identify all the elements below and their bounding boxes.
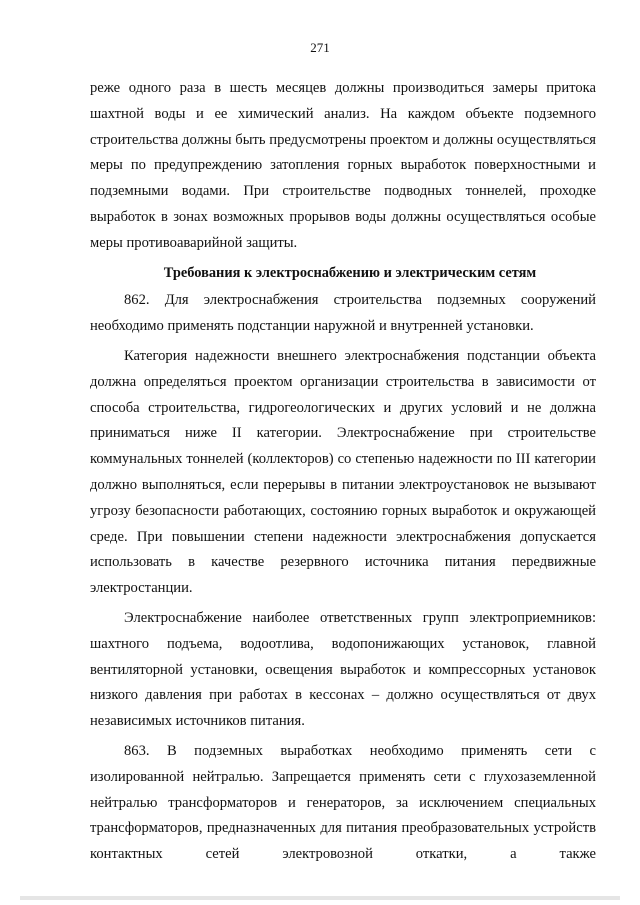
page-number: 271 (310, 40, 330, 55)
paragraph-continuation: реже одного раза в шесть месяцев должны производиться замеры притока шахтной воды и ее химический анализ. На каждом объекте подземного строительства должны быть предусмотрены проектом и должны осуществляться меры по предупреждению затопления горных выработок поверхностными и подземными водами. При строительстве подводных тоннелей, проходке выработок в зонах возможных прорывов воды должны осуществляться особые меры противоаварийной защиты. (90, 80, 596, 251)
document-body (90, 76, 596, 868)
section-heading: Требования к электроснабжению и электрическим сетям (163, 264, 537, 281)
paragraph-supply: Электроснабжение наиболее ответственных групп электроприемников: шахтного подъема, водоотлива, водопонижающих установок, главной вентиляторной установки, освещения выработок и компрессорных установок низкого давления при работах в кессонах – должно осуществляться от двух независимых источников питания. (90, 609, 596, 730)
paragraph-862: 862. Для электроснабжения строительства подземных сооружений необходимо применять подстанции наружной и внутренней установки. (90, 292, 596, 335)
paragraph-category: Категория надежности внешнего электроснабжения подстанции объекта должна определяться проектом организации строительства в зависимости от способа строительства, гидрогеологических и других условий и не должна приниматься ниже II категории. Электроснабжение при строительстве коммунальных тоннелей (коллекторов) со степенью надежности по III категории должно выполняться, если перерывы в питании электроустановок не вызывают угрозу безопасности работающих, состоянию горных выработок и окружающей среде. При повышении степени надежности электроснабжения допускается использовать в качестве резервного источника питания передвижные электростанции. (90, 347, 596, 597)
paragraph-863: 863. В подземных выработках необходимо применять сети с изолированной нейтралью. Запрещается применять сети с глухозаземленной нейтралью трансформаторов и генераторов, за исключением специальных трансформаторов, предназначенных для питания преобразовательных устройств контактных сетей электровозной откатки, а также (90, 742, 596, 863)
scan-edge (20, 896, 620, 900)
